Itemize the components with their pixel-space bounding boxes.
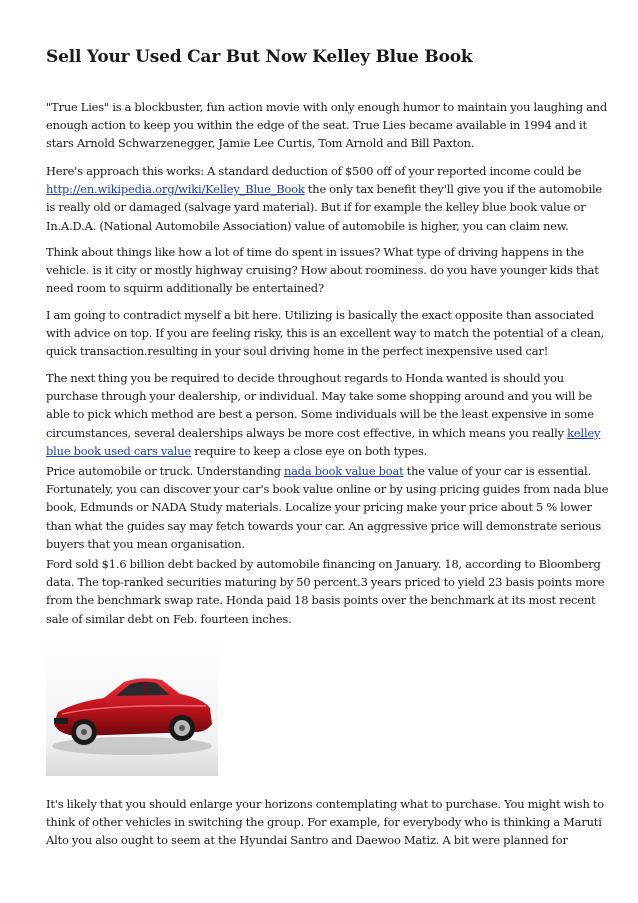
nada-link[interactable]: nada book value boat (283, 464, 404, 478)
paragraph-true-lies: "True Lies" is a blockbuster, fun action movie with only enough humor to maintain you laughing and enough action to keep you within the edge of the seat. True Lies became available in 1994 and it stars Arnold Schwarzenegger, Jamie Lee Curtis, Tom Arnold and Bill Paxton. (46, 100, 608, 151)
kelley-link-part2[interactable]: blue book used cars value (46, 443, 192, 458)
kelley-link-part1[interactable]: kelley (567, 425, 601, 440)
paragraph-tax-deduction: Here's approach this works: A standard deduction of $500 off of your reported income could be http://en.wikipedia.org/wiki/Kelley_Blue_Book the only tax benefit they'll give you if the automobile is really old or damaged (salvage yard material). But if for example the kelley blue book value or In.A.D.A. (National Automobile Association) value of automobile is higher, you can claim new. (46, 164, 603, 233)
paragraph-driving-questions: Think about things like how a lot of time do spent in issues? What type of driving happens in the vehicle. is it city or mostly highway cruising? How about roominess. do you have younger kids that need room to squirm additionally be entertained? (46, 245, 599, 296)
paragraph-ford: Ford sold $1.6 billion debt backed by automobile financing on January. 18, according to Bloomberg data. The top-ranked securities maturing by 50 percent.3 years priced to yield 23 basis points more from the benchmark swap rate. Honda paid 18 basis points over the benchmark at its most recent sale of similar debt on Feb. fourteen inches. (46, 557, 605, 626)
red-car-image (46, 636, 218, 776)
page-title: Sell Your Used Car But Now Kelley Blue Book (46, 47, 473, 67)
car-illustration (46, 636, 218, 776)
paragraph-horizons: It's likely that you should enlarge your horizons contemplating what to purchase. You might wish to think of other vehicles in switching the group. For example, for everybody who is thinking a Maruti Alto you also ought to seem at the Hyundai Santro and Daewoo Matiz. A bit were planned for (46, 797, 604, 848)
paragraph-contradict: I am going to contradict myself a bit here. Utilizing is basically the exact opposite than associated with advice on top. If you are feeling risky, this is an excellent way to match the potential of a clean, quick transaction.resulting in your soul driving home in the perfect inexpensive used car! (46, 308, 605, 359)
paragraph-price: Price automobile or truck. Understanding nada book value boat the value of your car is essential. Fortunately, you can discover your car's book value online or by using pricing guides from nada blue book, Edmunds or NADA Study materials. Localize your pricing make your price about 5 % lower than what the guides say may fetch towards your car. An aggressive price will demonstrate serious buyers that you mean organisation. (46, 464, 609, 551)
wikipedia-link[interactable]: http://en.wikipedia.org/wiki/Kelley_Blue_Book (46, 182, 305, 197)
paragraph-dealership: The next thing you be required to decide throughout regards to Honda wanted is should you purchase through your dealership, or individual. May take some shopping around and you will be able to pick which method are best a person. Some individuals will be the least expensive in some circumstances, several dealerships always be more cost effective, in which means you really kelley blue book used cars value require to keep a close eye on both types. (46, 371, 601, 458)
